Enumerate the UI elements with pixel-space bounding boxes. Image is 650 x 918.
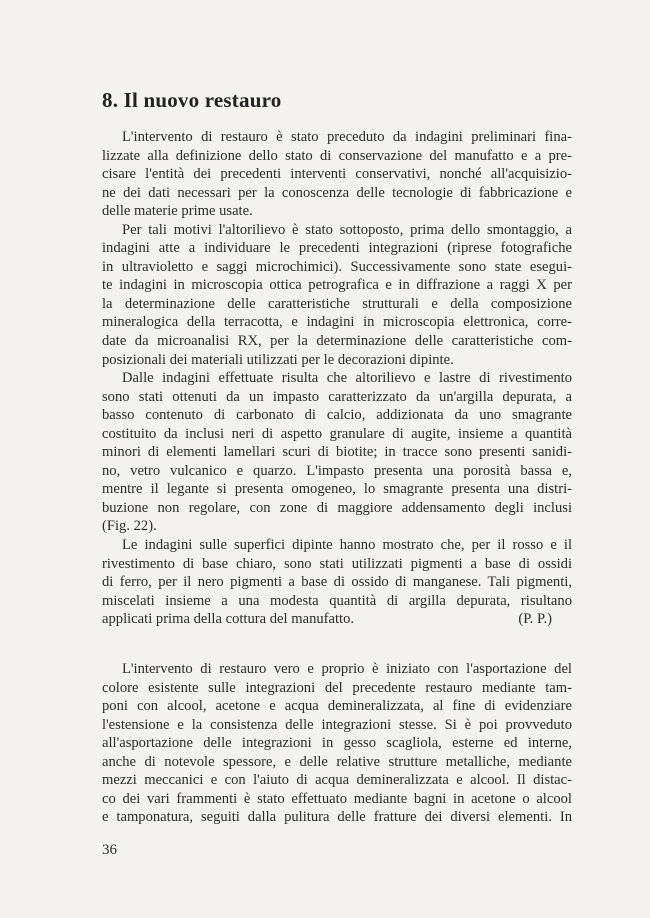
text-line: la determinazione delle caratteristiche strutturali e della composizione <box>102 295 572 312</box>
text-line: L'intervento di restauro vero e proprio è iniziato con l'asportazione del <box>122 661 572 677</box>
text-line: date da microanalisi RX, per la determinazione delle caratteristiche com- <box>102 333 572 350</box>
paragraph <box>102 221 572 369</box>
text-line: Le indagini sulle superfici dipinte hanno mostrato che, per il rosso e il <box>122 537 572 554</box>
text-line: all'asportazione delle integrazioni in gesso scagliola, esterne ed interne, <box>102 735 572 752</box>
text-line: colore esistente sulle integrazioni del precedente restauro mediante tam- <box>102 679 572 696</box>
page-number: 36 <box>102 842 117 858</box>
text-line: poni con alcool, acetone e acqua demineralizzata, al fine di evidenziare <box>102 698 572 715</box>
text-line: l'estensione e la consistenza delle integrazioni stesse. Si è poi provveduto <box>102 716 572 733</box>
paragraph <box>102 369 572 536</box>
author-initials: (P. P.) <box>518 611 552 627</box>
text-line: te indagini in microscopia ottica petrografica e in diffrazione a raggi X per <box>102 277 572 294</box>
section-1-body <box>102 128 572 629</box>
text-line: di ferro, per il nero pigmenti a base di ossido di manganese. Tali pigmenti, <box>102 574 572 591</box>
paragraph <box>102 660 572 827</box>
text-line: (Fig. 22). <box>102 518 157 535</box>
section-2-body <box>102 660 572 827</box>
text-line: ne dei dati necessari per la conoscenza delle tecnologie di fabbricazione e <box>102 184 572 201</box>
text-line: L'intervento di restauro è stato preceduto da indagini preliminari fina- <box>122 129 572 145</box>
text-line: basso contenuto di carbonato di calcio, addizionata da uno smagrante <box>102 407 572 424</box>
text-line: buzione non regolare, con zone di maggiore addensamento degli inclusi <box>102 499 572 516</box>
text-line: in ultravioletto e saggi microchimici). Successivamente sono state esegui- <box>102 258 572 275</box>
text-line: Per tali motivi l'altorilievo è stato sottoposto, prima dello smontaggio, a <box>122 221 572 238</box>
text-line: co dei vari frammenti è stato effettuato mediante bagni in acetone o alcool <box>102 790 572 807</box>
text-line: posizionali dei materiali utilizzati per le decorazioni dipinte. <box>102 351 454 368</box>
text-line: e tamponatura, seguiti dalla pulitura delle fratture dei diversi elementi. In <box>102 809 572 826</box>
text-line: rivestimento di base chiaro, sono stati utilizzati pigmenti a base di ossidi <box>102 555 572 572</box>
paragraph <box>102 536 572 629</box>
text-line: delle materie prime usate. <box>102 203 253 220</box>
text-line: lizzate alla definizione dello stato di conservazione del manufatto e a pre- <box>102 147 572 164</box>
text-line: miscelati insieme a una modesta quantità di argilla depurata, risultano <box>102 592 572 609</box>
text-line: cisare l'entità dei precedenti interventi conservativi, nonché all'acquisizio- <box>102 166 572 183</box>
text-line: anche di notevole spessore, e delle relative strutture metalliche, mediante <box>102 753 572 770</box>
text-line: mineralogica della terracotta, e indagini in microscopia elettronica, corre- <box>102 314 572 331</box>
text-line: applicati prima della cottura del manufatto. <box>102 611 355 628</box>
text-line: minori di elementi lamellari scuri di biotite; in tracce sono presenti sanidi- <box>102 444 572 461</box>
text-line: no, vetro vulcanico e quarzo. L'impasto presenta una porosità bassa e, <box>102 462 572 479</box>
text-line: costituito da inclusi neri di aspetto granulare di augite, insieme a quantità <box>102 425 572 442</box>
section-heading: 8. Il nuovo restauro <box>102 88 282 112</box>
paragraph <box>102 128 572 221</box>
text-line: sono stati ottenuti da un impasto caratterizzato da un'argilla depurata, a <box>102 388 572 405</box>
text-line: Dalle indagini effettuate risulta che altorilievo e lastre di rivestimento <box>122 370 572 387</box>
text-line: mentre il legante si presenta omogeneo, lo smagrante presenta una distri- <box>102 481 572 498</box>
text-line: mezzi meccanici e con l'aiuto di acqua demineralizzata e alcool. Il distac- <box>102 772 572 789</box>
text-line: indagini atte a individuare le precedenti integrazioni (riprese fotografiche <box>102 240 572 257</box>
